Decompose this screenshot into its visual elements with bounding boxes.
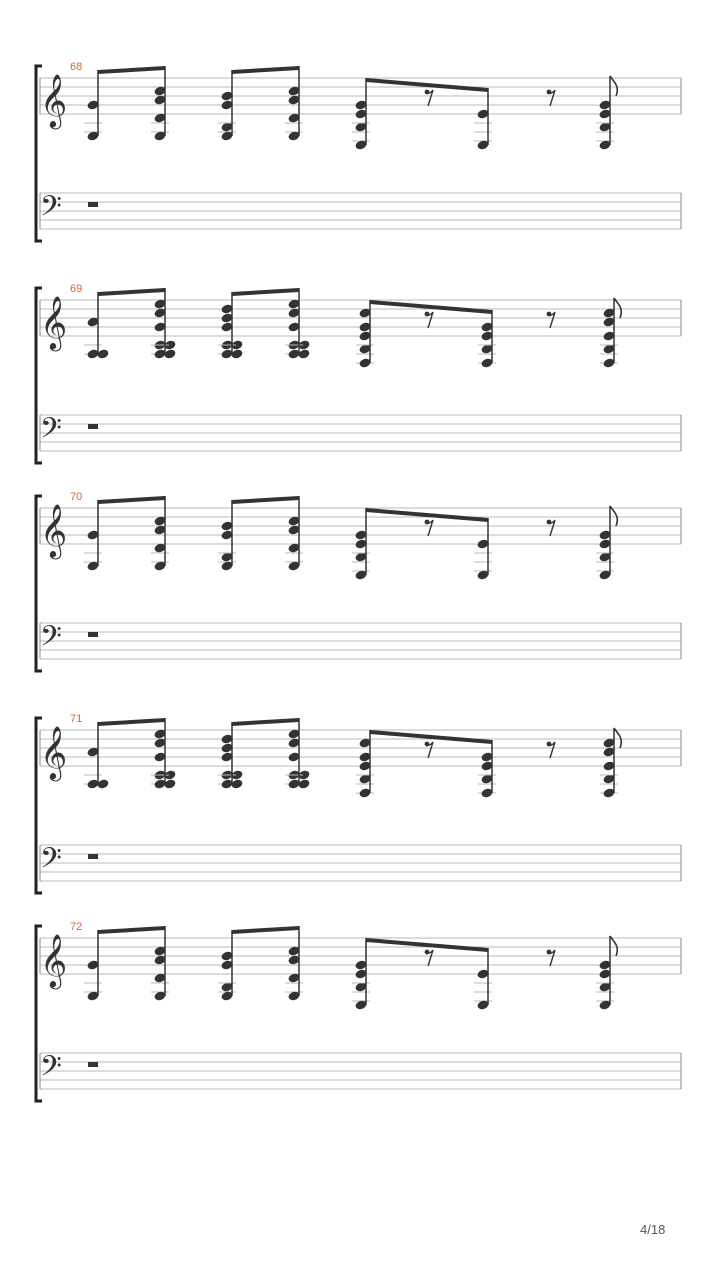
chord: [356, 730, 374, 799]
whole-rest-icon: [88, 854, 98, 859]
chord: [474, 88, 492, 151]
chord: [84, 292, 110, 360]
beam: [232, 926, 299, 934]
treble-clef-icon: 𝄞: [40, 933, 68, 987]
chord: [151, 288, 177, 360]
whole-rest-icon: [88, 1062, 98, 1067]
eighth-rest-icon: [547, 742, 555, 758]
chord: [151, 926, 169, 1002]
chord: [356, 300, 374, 369]
chord: [218, 500, 236, 572]
chord: [84, 930, 102, 1002]
page-number: 4/18: [640, 1222, 666, 1237]
chord: [218, 722, 244, 790]
chord: [285, 496, 303, 572]
eighth-rest-icon: [547, 90, 555, 106]
chord: [218, 70, 236, 142]
measure-number: 70: [70, 491, 83, 503]
chord: [478, 310, 496, 369]
system-69: [36, 283, 681, 463]
system-70: [36, 491, 681, 671]
measure-number: 72: [70, 921, 83, 933]
beam: [98, 926, 165, 934]
beam: [232, 718, 299, 726]
bass-clef-icon: 𝄢: [40, 412, 62, 452]
flag-icon: [610, 936, 617, 956]
bass-clef-icon: 𝄢: [40, 842, 62, 882]
measure-number: 68: [70, 61, 83, 73]
eighth-rest-icon: [547, 312, 555, 328]
chord: [84, 70, 102, 142]
whole-rest-icon: [88, 202, 98, 207]
beam: [98, 66, 165, 74]
eighth-rest-icon: [425, 742, 433, 758]
eighth-rest-icon: [425, 90, 433, 106]
beam: [98, 288, 165, 296]
system-71: [36, 713, 681, 893]
chord: [218, 292, 244, 360]
treble-clef-icon: 𝄞: [40, 725, 68, 779]
chord: [285, 288, 311, 360]
treble-clef-icon: 𝄞: [40, 295, 68, 349]
beam: [98, 496, 165, 504]
beam: [232, 66, 299, 74]
eighth-rest-icon: [547, 520, 555, 536]
whole-rest-icon: [88, 424, 98, 429]
flag-icon: [614, 728, 621, 748]
beam: [232, 496, 299, 504]
chord: [151, 718, 177, 790]
system-72: [36, 921, 681, 1101]
chord: [151, 66, 169, 142]
chord: [285, 926, 303, 1002]
flag-icon: [614, 298, 621, 318]
beam: [370, 300, 492, 314]
eighth-rest-icon: [425, 520, 433, 536]
chord: [151, 496, 169, 572]
bass-clef-icon: 𝄢: [40, 620, 62, 660]
chord: [84, 722, 110, 790]
treble-clef-icon: 𝄞: [40, 503, 68, 557]
beam: [98, 718, 165, 726]
chord: [84, 500, 102, 572]
chord: [285, 66, 303, 142]
measure-number: 69: [70, 283, 83, 295]
beam: [370, 730, 492, 744]
eighth-rest-icon: [547, 950, 555, 966]
eighth-rest-icon: [425, 312, 433, 328]
whole-rest-icon: [88, 632, 98, 637]
chord: [474, 518, 492, 581]
eighth-rest-icon: [425, 950, 433, 966]
chord: [478, 740, 496, 799]
chord: [474, 948, 492, 1011]
measure-number: 71: [70, 713, 83, 725]
chord: [218, 930, 236, 1002]
bass-clef-icon: 𝄢: [40, 190, 62, 230]
flag-icon: [610, 506, 617, 526]
treble-clef-icon: 𝄞: [40, 73, 68, 127]
chord: [285, 718, 311, 790]
system-68: [36, 61, 681, 241]
bass-clef-icon: 𝄢: [40, 1050, 62, 1090]
beam: [232, 288, 299, 296]
flag-icon: [610, 76, 617, 96]
